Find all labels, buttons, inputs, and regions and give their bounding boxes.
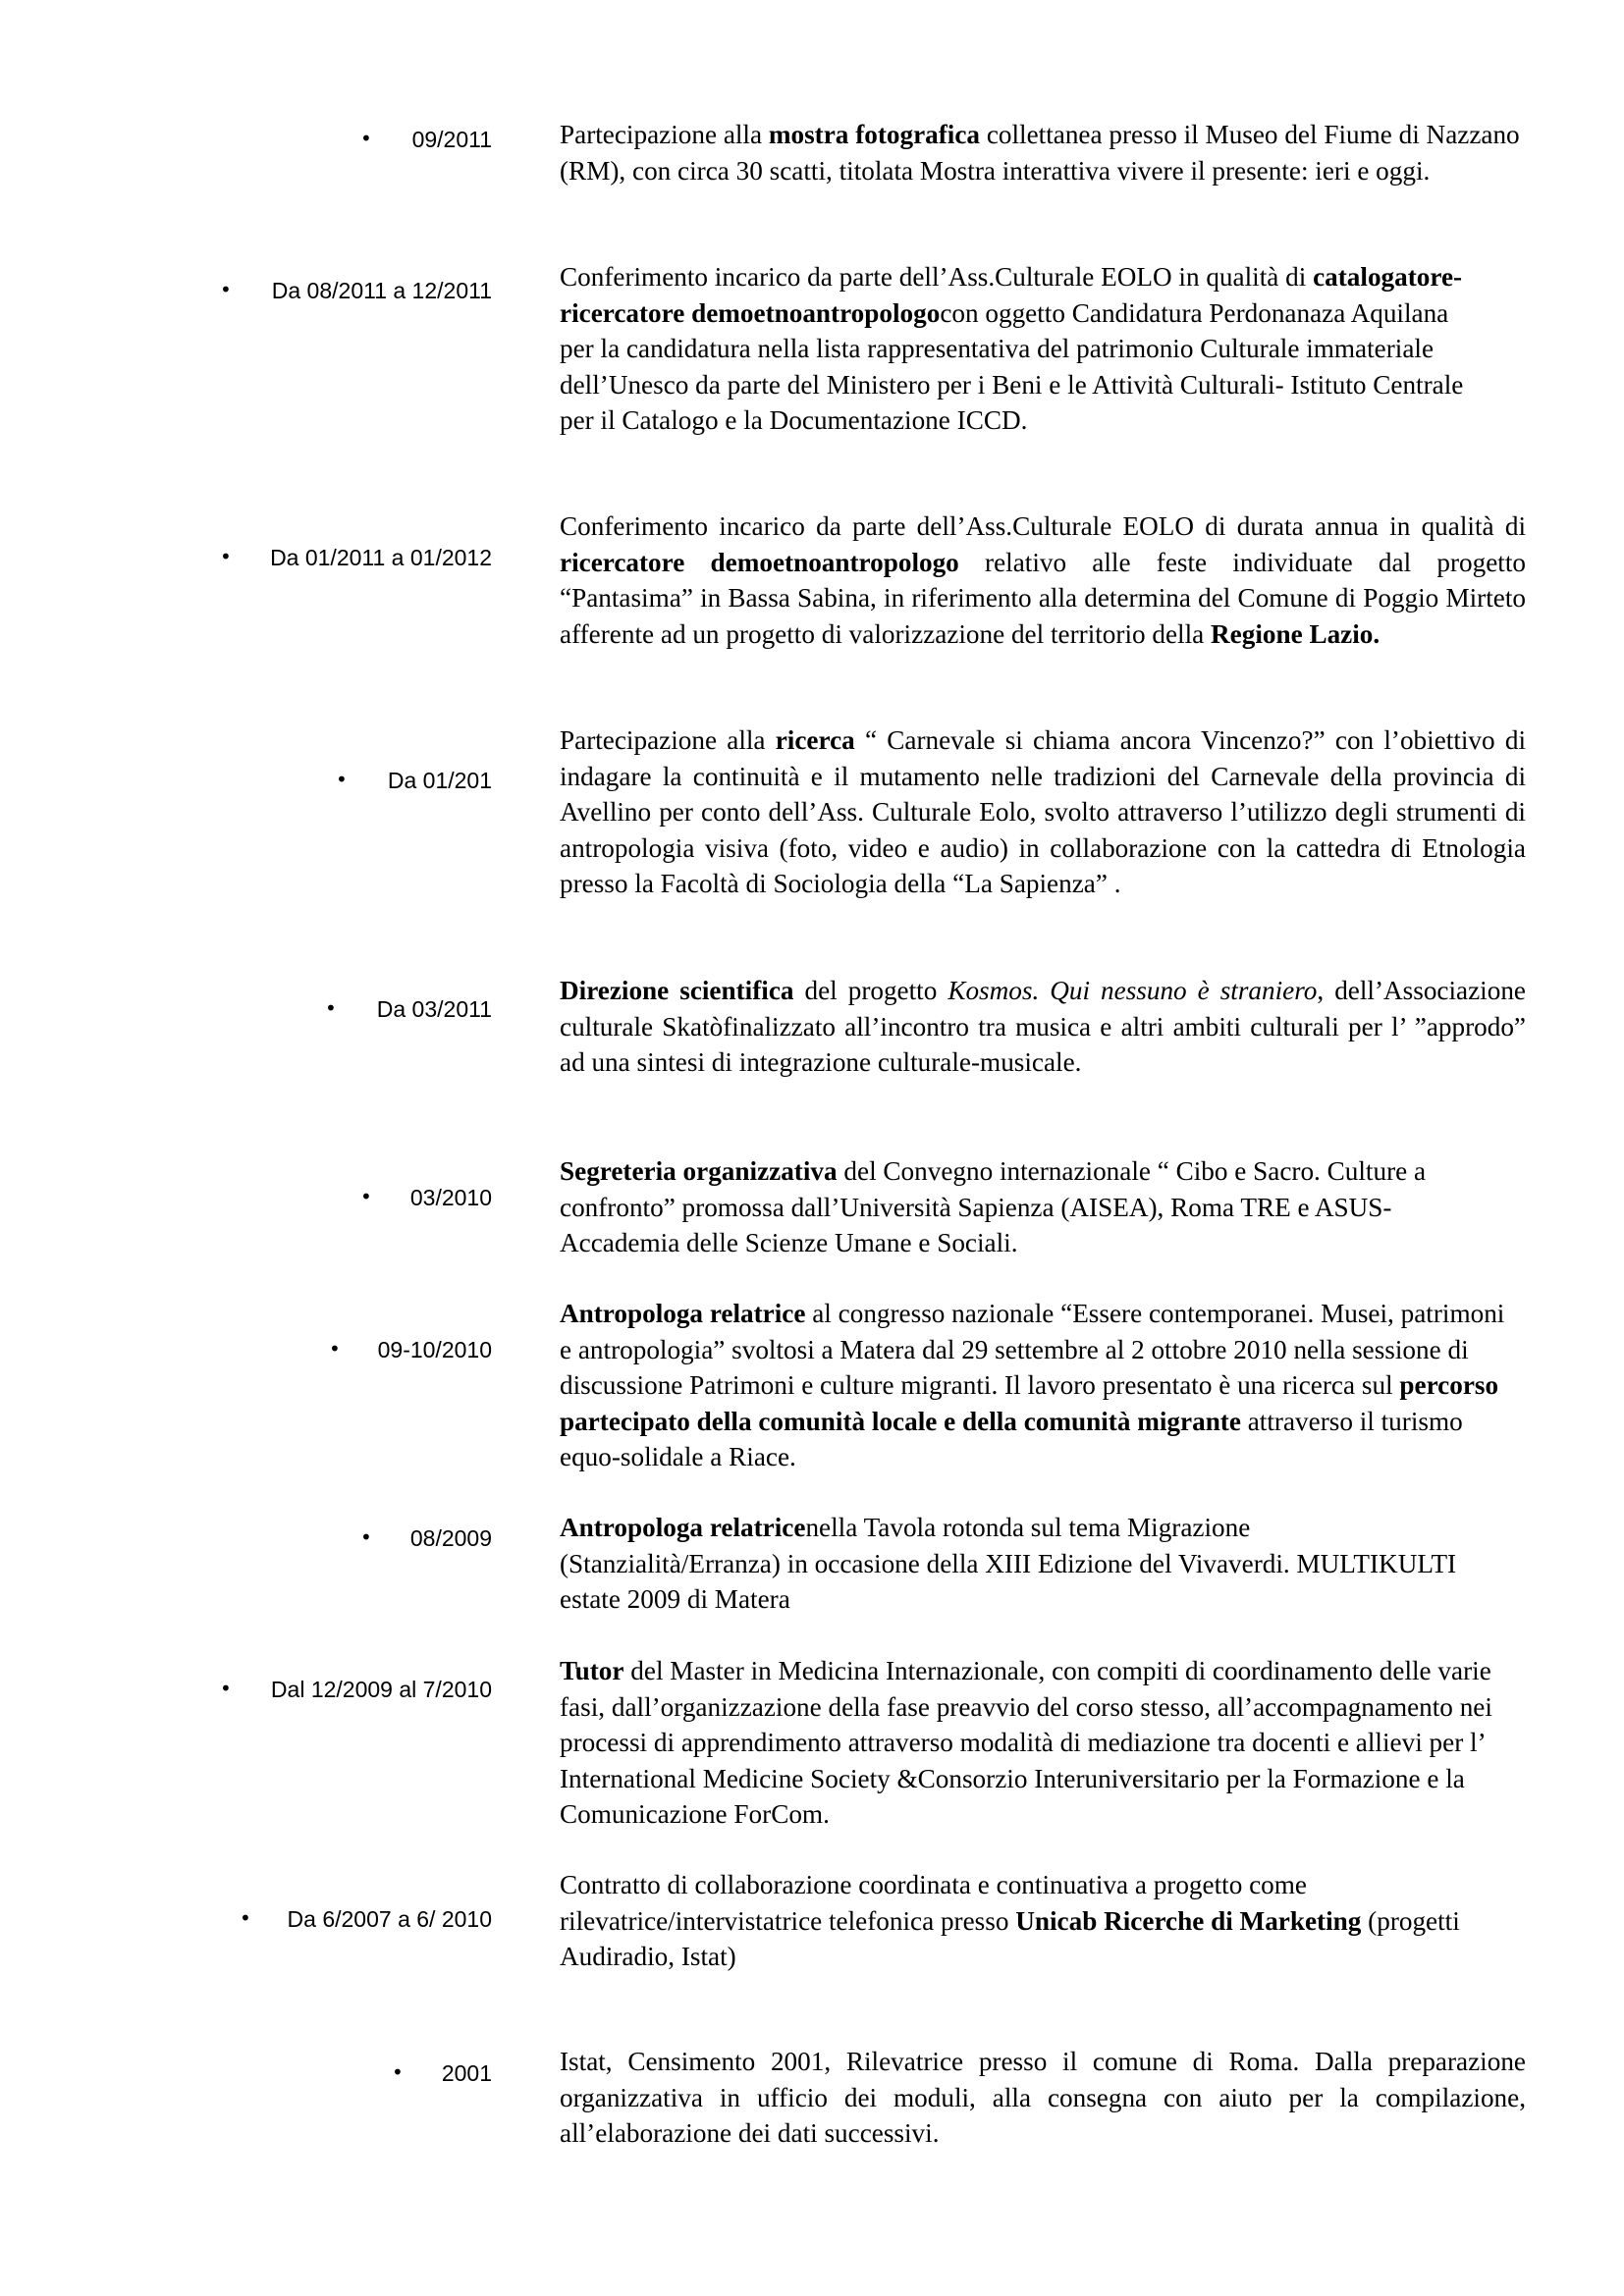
entry-description	[560, 973, 1526, 1081]
bullet-icon: •	[360, 1185, 372, 1208]
description-bold: ricerca	[775, 725, 855, 755]
entry-date: Dal 12/2009 al 7/2010	[270, 1677, 492, 1702]
entry-date: Da 03/2011	[376, 996, 492, 1022]
description-text: , dell’Associazione culturale Skatòfinalizzato all’incontro tra musica e altri ambiti culturali per l’ ”approdo” ad una sintesi di integrazione culturale-musicale.	[560, 976, 1526, 1077]
description-bold: Antropologa relatrice	[560, 1513, 806, 1542]
entry-date: 2001	[441, 2060, 492, 2086]
description-bold: catalogatore-ricercatore demoetnoantropologo	[560, 262, 1463, 328]
entry-description	[560, 508, 1526, 652]
description-bold: Antropologa relatrice	[560, 1299, 806, 1328]
description-bold: Segreteria organizzativa	[560, 1156, 838, 1186]
description-bold: Tutor	[560, 1656, 624, 1685]
entry-description	[560, 259, 1483, 439]
entry-date: Da 01/2011 a 01/2012	[270, 545, 492, 570]
description-text: nella Tavola rotonda sul tema Migrazione (Stanzialità/Erranza) in occasione della XIII Edizione del Vivaverdi. MULTIKULTI estate 2009 di Matera	[560, 1513, 1457, 1614]
entry-date: Da 01/201	[387, 768, 492, 793]
entry-date: Da 08/2011 a 12/2011	[271, 278, 492, 303]
entry-description	[560, 1296, 1522, 1475]
description-text: Conferimento incarico da parte dell’Ass.Culturale EOLO di durata annua in qualità di	[560, 511, 1526, 541]
description-bold: Regione Lazio.	[1211, 618, 1380, 649]
entry-description	[560, 1867, 1492, 1975]
bullet-icon: •	[220, 545, 232, 568]
entry-description	[560, 2044, 1526, 2152]
entry-description	[560, 1153, 1507, 1261]
description-text: Conferimento incarico da parte dell’Ass.Culturale EOLO in qualità di	[560, 262, 1314, 292]
entry-description	[560, 722, 1526, 902]
bullet-icon: •	[325, 996, 337, 1020]
bullet-icon: •	[360, 127, 372, 150]
entry-date: 03/2010	[409, 1185, 492, 1210]
entry-date: 09-10/2010	[377, 1337, 492, 1362]
bullet-icon: •	[220, 278, 232, 301]
description-text: del Master in Medicina Internazionale, con compiti di coordinamento delle varie fasi, dall’organizzazione della fase preavvio del corso stesso, all’accompagnamento nei processi di apprendimento attraverso modalità di mediazione tra docenti e allievi per l’ International Medicine Society &Consorzio Interuniversitario per la Formazione e la Comunicazione ForCom.	[560, 1656, 1492, 1829]
bullet-icon: •	[336, 768, 348, 791]
bullet-icon: •	[240, 1906, 251, 1930]
description-text: del Convegno internazionale “ Cibo e Sacro. Culture a confronto” promossa dall’Università Sapienza (AISEA), Roma TRE e ASUS-Accademia delle Scienze Umane e Sociali.	[560, 1156, 1427, 1257]
description-text: relativo alle feste individuate dal progetto “Pantasima” in Bassa Sabina, in riferimento alla determina del Comune di Poggio Mirteto afferente ad un progetto di valorizzazione del territorio della	[560, 547, 1526, 649]
description-bold: Direzione scientifica	[560, 976, 794, 1005]
description-text: “ Carnevale si chiama ancora Vincenzo?” con l’obiettivo di indagare la continuità e il mutamento nelle tradizioni del Carnevale della provincia di Avellino per conto dell’Ass. Culturale Eolo, svolto attraverso l’utilizzo degli strumenti di antropologia visiva (foto, video e audio) in collaborazione con la cattedra di Etnologia presso la Facoltà di Sociologia della “La Sapienza” .	[560, 725, 1526, 898]
description-bold: Unicab Ricerche di Marketing	[1015, 1905, 1362, 1936]
description-text: Istat, Censimento 2001, Rilevatrice presso il comune di Roma. Dalla preparazione organizzativa in ufficio dei moduli, alla consegna con aiuto per la compilazione, all’elaborazione dei dati successivi.	[560, 2047, 1526, 2148]
description-bold: percorso partecipato della comunità locale e della comunità migrante	[560, 1370, 1499, 1436]
description-bold: ricercatore demoetnoantropologo	[560, 547, 959, 577]
description-bold: mostra fotografica	[768, 120, 981, 149]
entry-date: 08/2009	[409, 1525, 492, 1551]
description-text: al congresso nazionale “Essere contemporanei. Musei, patrimoni e antropologia” svoltosi a Matera dal 29 settembre al 2 ottobre 2010 nella sessione di discussione Patrimoni e culture migranti. Il lavoro presentato è una ricerca sul	[560, 1299, 1505, 1400]
bullet-icon: •	[392, 2060, 404, 2084]
entry-date: 09/2011	[411, 127, 492, 152]
description-text: con oggetto Candidatura Perdonanaza Aquilana per la candidatura nella lista rappresentativa del patrimonio Culturale immateriale dell’Unesco da parte del Ministero per i Beni e le Attività Culturali- Istituto Centrale per il Catalogo e la Documentazione ICCD.	[560, 297, 1464, 435]
bullet-icon: •	[360, 1525, 372, 1549]
description-text: Partecipazione alla	[560, 120, 769, 149]
project-title: Kosmos. Qui nessuno è straniero	[947, 976, 1318, 1005]
description-text: attraverso il turismo equo-solidale a Riace.	[560, 1406, 1463, 1471]
description-text: collettanea presso il Museo del Fiume di Nazzano (RM), con circa 30 scatti, titolata Mostra interattiva vivere il presente: ieri e oggi.	[560, 120, 1520, 186]
entry-description	[560, 1510, 1463, 1618]
entry-description	[560, 117, 1522, 188]
bullet-icon: •	[329, 1337, 341, 1361]
description-text: (progetti Audiradio, Istat)	[560, 1905, 1460, 1971]
entry-date: Da 6/2007 a 6/ 2010	[287, 1906, 492, 1932]
bullet-icon: •	[220, 1677, 232, 1700]
description-text: del progetto	[793, 976, 948, 1005]
description-text: Partecipazione alla	[560, 725, 776, 755]
description-text: Contratto di collaborazione coordinata e continuativa a progetto come rilevatrice/intervistatrice telefonica presso	[560, 1870, 1307, 1936]
entry-description	[560, 1653, 1532, 1833]
